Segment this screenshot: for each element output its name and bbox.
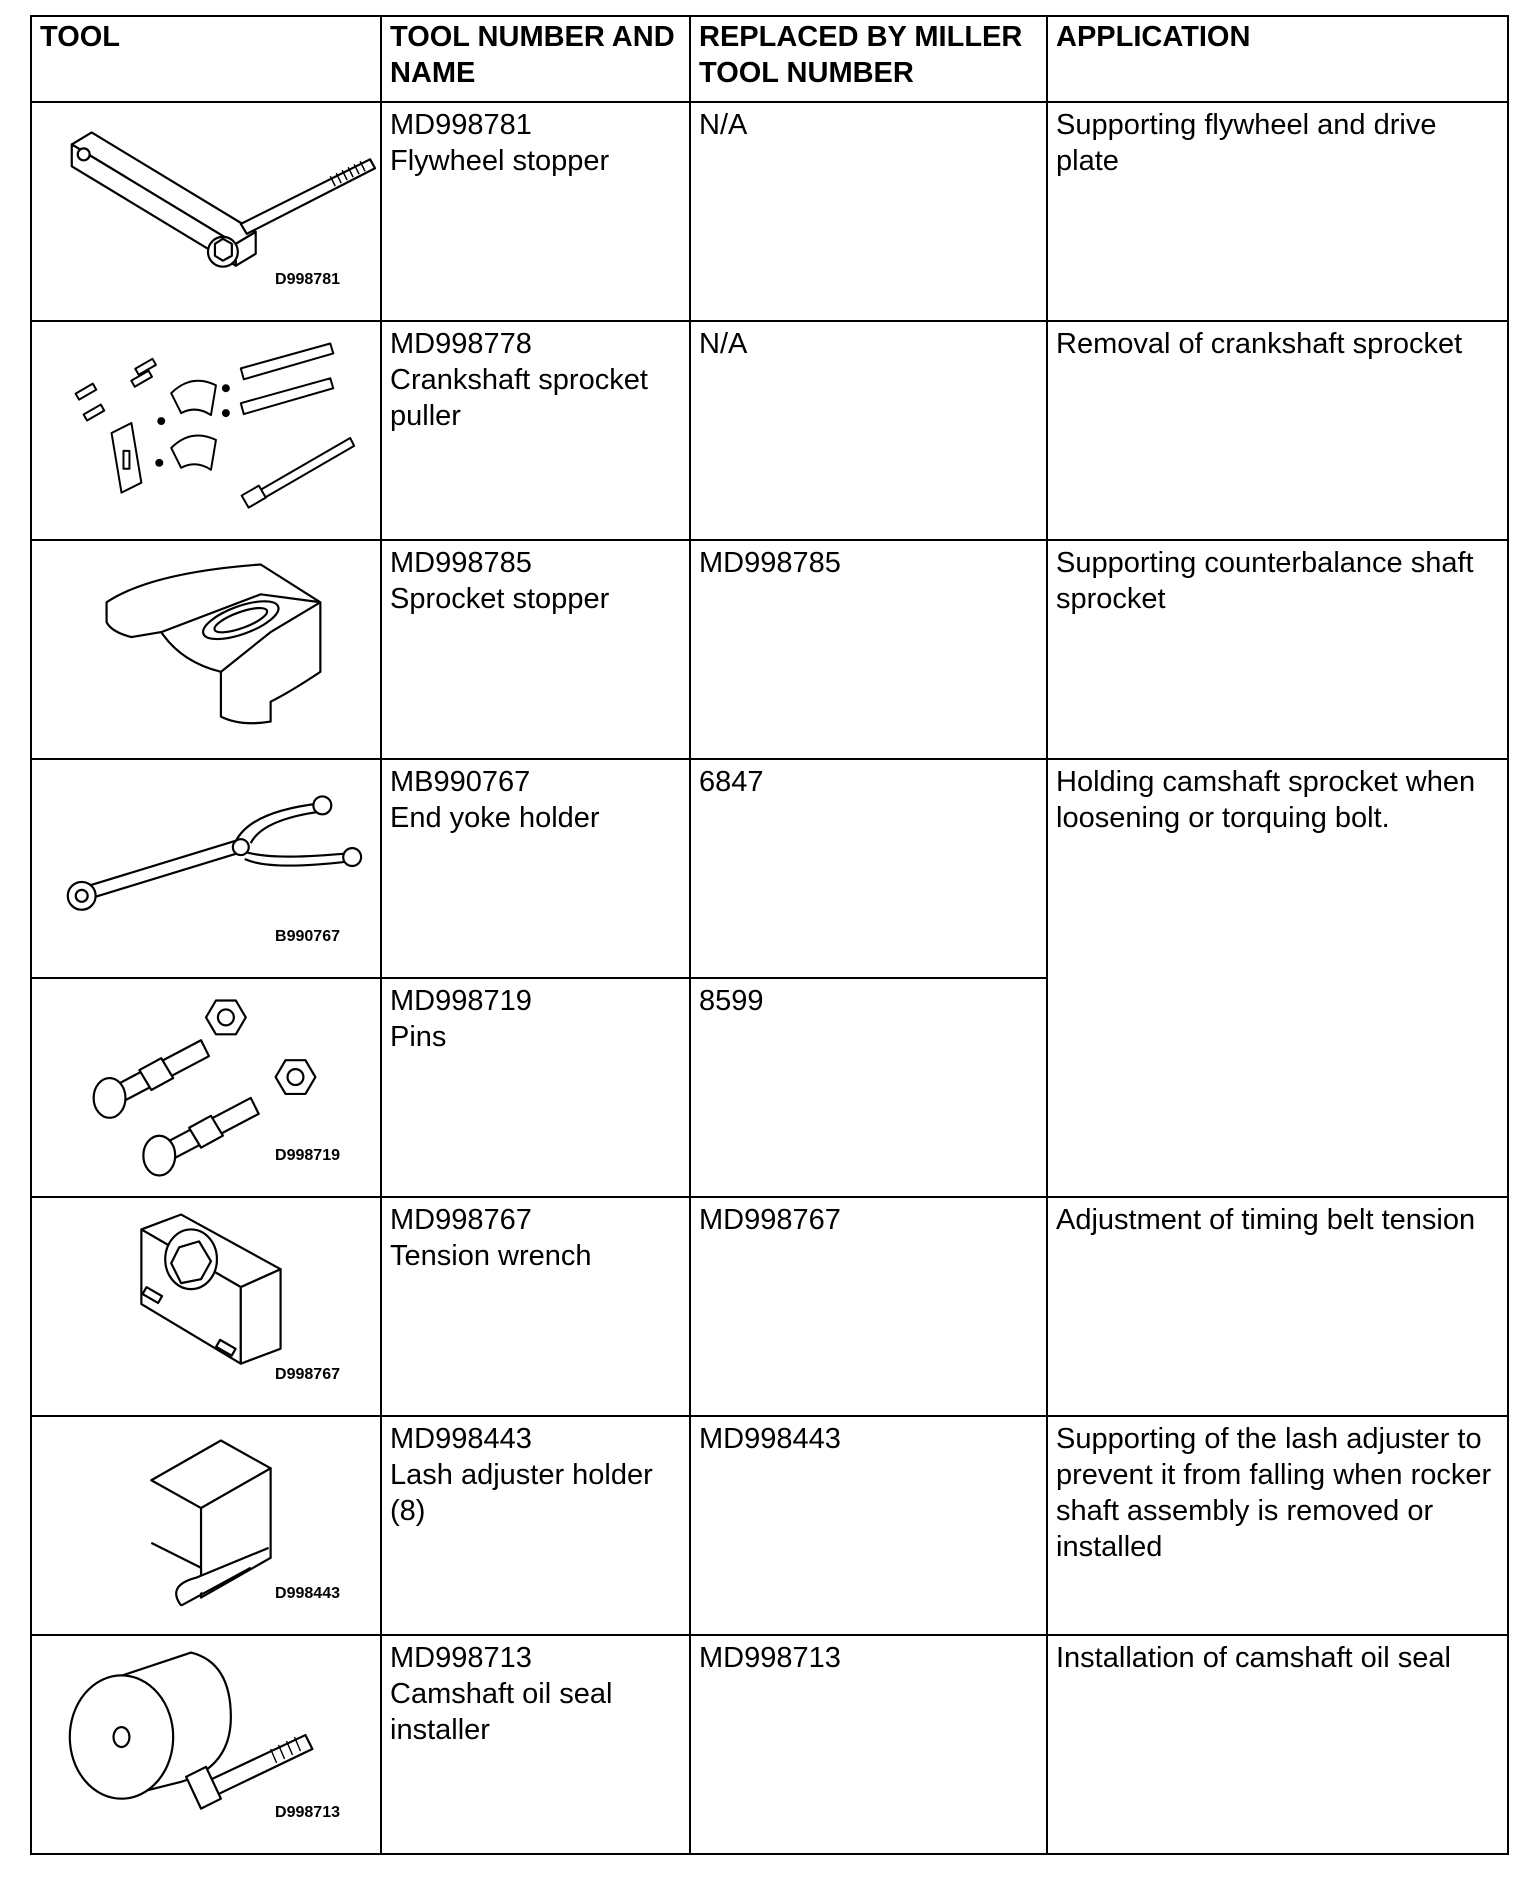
- tool-number-name-cell: [381, 321, 690, 540]
- tool-number-name-cell: [381, 540, 690, 759]
- tool-illustration-tag: D998781: [275, 271, 340, 288]
- header-tool-number-name: TOOL NUMBER AND NAME: [381, 16, 690, 102]
- tool-illustration-tag: B990767: [275, 928, 340, 945]
- tool-number-name-cell: [381, 1416, 690, 1635]
- table-row: [31, 102, 1508, 321]
- table-row: [31, 1416, 1508, 1635]
- replaced-by-cell: MD998767: [690, 1197, 1047, 1416]
- application-cell: Holding camshaft sprocket when loosening or torquing bolt.: [1047, 759, 1508, 1197]
- sprocket-stopper-illustration: [32, 541, 380, 758]
- tool-name: End yoke holder: [390, 802, 600, 834]
- tool-illustration-tag: D998767: [275, 1366, 340, 1383]
- tool-number-name-cell: [381, 978, 690, 1197]
- application-cell: Supporting of the lash adjuster to prevent it from falling when rocker shaft assembly is removed or installed: [1047, 1416, 1508, 1635]
- tool-number: MD998778: [390, 328, 532, 360]
- tool-name: Flywheel stopper: [390, 145, 610, 177]
- tool-illustration-cell: [31, 1416, 381, 1635]
- tool-illustration-cell: [31, 759, 381, 978]
- tool-illustration-tag: D998713: [275, 1804, 340, 1821]
- header-application: APPLICATION: [1047, 16, 1508, 102]
- sprocket-puller-illustration: [32, 322, 380, 539]
- application-cell: Installation of camshaft oil seal: [1047, 1635, 1508, 1854]
- application-cell: Supporting counterbalance shaft sprocket: [1047, 540, 1508, 759]
- tool-number: MD998781: [390, 109, 532, 141]
- tool-illustration-cell: [31, 1197, 381, 1416]
- table-row: [31, 321, 1508, 540]
- replaced-by-cell: 6847: [690, 759, 1047, 978]
- tool-number-name-cell: [381, 102, 690, 321]
- tool-illustration-tag: D998719: [275, 1147, 340, 1164]
- special-tools-table: [30, 15, 1509, 1855]
- replaced-by-cell: MD998713: [690, 1635, 1047, 1854]
- tool-number: MD998713: [390, 1642, 532, 1674]
- tool-number-name-cell: [381, 1197, 690, 1416]
- tool-illustration-cell: [31, 540, 381, 759]
- tool-illustration-cell: [31, 1635, 381, 1854]
- tool-illustration-cell: [31, 102, 381, 321]
- tool-name: Tension wrench: [390, 1240, 592, 1272]
- tool-number: MD998767: [390, 1204, 532, 1236]
- header-tool: TOOL: [31, 16, 381, 102]
- replaced-by-cell: MD998785: [690, 540, 1047, 759]
- replaced-by-cell: 8599: [690, 978, 1047, 1197]
- tool-illustration-cell: [31, 321, 381, 540]
- tool-illustration-cell: [31, 978, 381, 1197]
- tool-name: Pins: [390, 1021, 447, 1053]
- tool-number: MB990767: [390, 766, 531, 798]
- tool-name: Crankshaft sprocket puller: [390, 364, 648, 432]
- tool-name: Lash adjuster holder (8): [390, 1459, 653, 1527]
- tool-number: MD998443: [390, 1423, 532, 1455]
- replaced-by-cell: N/A: [690, 102, 1047, 321]
- application-cell: Adjustment of timing belt tension: [1047, 1197, 1508, 1416]
- tool-number-name-cell: [381, 1635, 690, 1854]
- tool-number-name-cell: [381, 759, 690, 978]
- tool-name: Camshaft oil seal installer: [390, 1678, 613, 1746]
- table-row: [31, 1635, 1508, 1854]
- header-row: [31, 16, 1508, 102]
- table-row: [31, 540, 1508, 759]
- tool-illustration-tag: D998443: [275, 1585, 340, 1602]
- tool-number: MD998719: [390, 985, 532, 1017]
- replaced-by-cell: N/A: [690, 321, 1047, 540]
- tool-name: Sprocket stopper: [390, 583, 610, 615]
- replaced-by-cell: MD998443: [690, 1416, 1047, 1635]
- application-cell: Supporting flywheel and drive plate: [1047, 102, 1508, 321]
- application-cell: Removal of crankshaft sprocket: [1047, 321, 1508, 540]
- header-replaced-by: REPLACED BY MILLER TOOL NUMBER: [690, 16, 1047, 102]
- table-row: [31, 759, 1508, 978]
- special-tools-sheet: [30, 15, 1507, 1855]
- tool-number: MD998785: [390, 547, 532, 579]
- table-row: [31, 1197, 1508, 1416]
